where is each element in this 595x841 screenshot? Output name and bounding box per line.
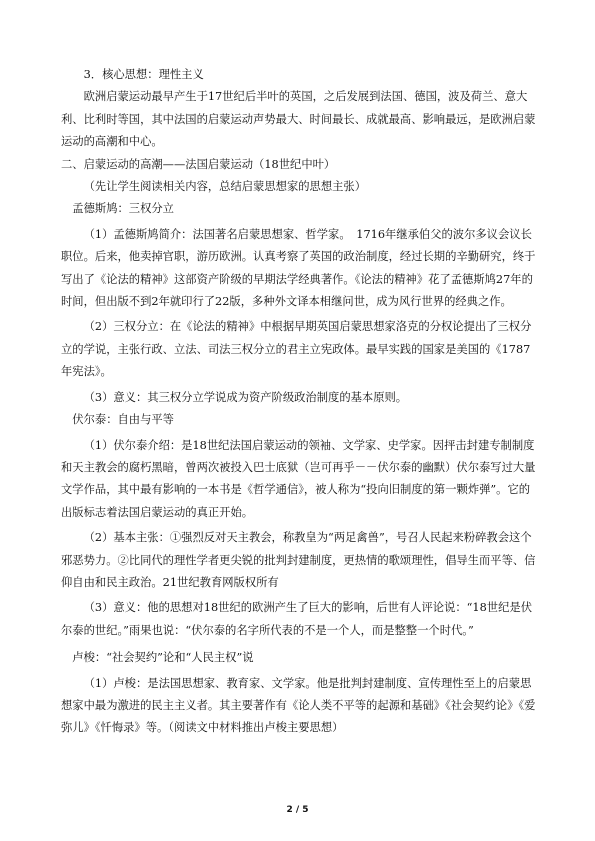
- section-heading-french-enlightenment: 二、启蒙运动的高潮——法国启蒙运动（18世纪中叶）: [61, 157, 336, 171]
- section-heading-core-idea: 3．核心思想：理性主义: [83, 68, 204, 81]
- subheading-voltaire: 伏尔泰：自由与平等: [72, 413, 174, 427]
- teaching-note: （先让学生阅读相关内容，总结启蒙思想家的思想主张）: [83, 180, 367, 194]
- paragraph-voltaire-intro: （1）伏尔泰介绍：是18世纪法国启蒙运动的领袖、文学家、史学家。因抨击封建专制制度和天主教会的腐朽黑暗，曾两次被投入巴士底狱（岂可再乎－－伏尔泰的幽默）伏尔泰写过大量文学作品，其中最有影响的一本书是《哲学通信》，被人称为“投向旧制度的第一颗炸弹”。它的出版标志着法国启蒙运动的真正开始。: [61, 438, 536, 519]
- page-number: 2 / 5: [286, 805, 309, 815]
- paragraph-montesquieu-intro: （1）孟德斯鸠简介：法国著名启蒙思想家、哲学家。 1716年继承伯父的波尔多议会议长职位。后来，他卖掉官职，游历欧洲。认真考察了英国的政治制度，经过长期的辛勤研究，终于写出了《论法的精神》这部资产阶级的早期法学经典著作。《论法的精神》花了孟德斯鸠27年的时间，但出版不到2年就印行了22版，多种外文译本相继问世，成为风行世界的经典之作。: [61, 227, 536, 309]
- subheading-rousseau: 卢梭：“社会契约”论和“人民主权”说: [72, 651, 254, 665]
- paragraph-montesquieu-significance: （3）意义：其三权分立学说成为资产阶级政治制度的基本原则。: [83, 390, 408, 404]
- paragraph-separation-of-powers: （2）三权分立：在《论法的精神》中根据早期英国启蒙思想家洛克的分权论提出了三权分立的学说，主张行政、立法、司法三权分立的君主立宪政体。最早实践的国家是美国的《1787年宪法》。: [61, 320, 532, 379]
- subheading-montesquieu: 孟德斯鸠：三权分立: [72, 202, 174, 216]
- paragraph-voltaire-significance: （3）意义：他的思想对18世纪的欧洲产生了巨大的影响，后世有人评论说：“18世纪是伏尔泰的世纪。”雨果也说：“伏尔泰的名字所代表的不是一个人，而是整整一个时代。”: [61, 601, 532, 637]
- document-body: [61, 64, 536, 740]
- paragraph-voltaire-ideas: （2）基本主张：①强烈反对天主教会，称教皇为“两足禽兽”，号召人民起来粉碎教会这个邪恶势力。②比同代的理性学者更尖锐的批判封建制度，更热情的歌颂理性，倡导生而平等、信仰自由和民主政治。21世纪教育网版权所有: [61, 531, 536, 589]
- paragraph-rousseau-intro: （1）卢梭：是法国思想家、教育家、文学家。他是批判封建制度、宣传理性至上的启蒙思想家中最为激进的民主主义者。其主要著作有《论人类不平等的起源和基础》《社会契约论》《爱弥儿》《忏悔录》等。（阅读文中材料推出卢梭主要思想）: [61, 676, 536, 735]
- paragraph-enlightenment-origin: 欧洲启蒙运动最早产生于17世纪后半叶的英国，之后发展到法国、德国，波及荷兰、意大利、比利时等国，其中法国的启蒙运动声势最大、时间最长、成就最高、影响最远，是欧洲启蒙运动的高潮和中心。: [61, 90, 536, 149]
